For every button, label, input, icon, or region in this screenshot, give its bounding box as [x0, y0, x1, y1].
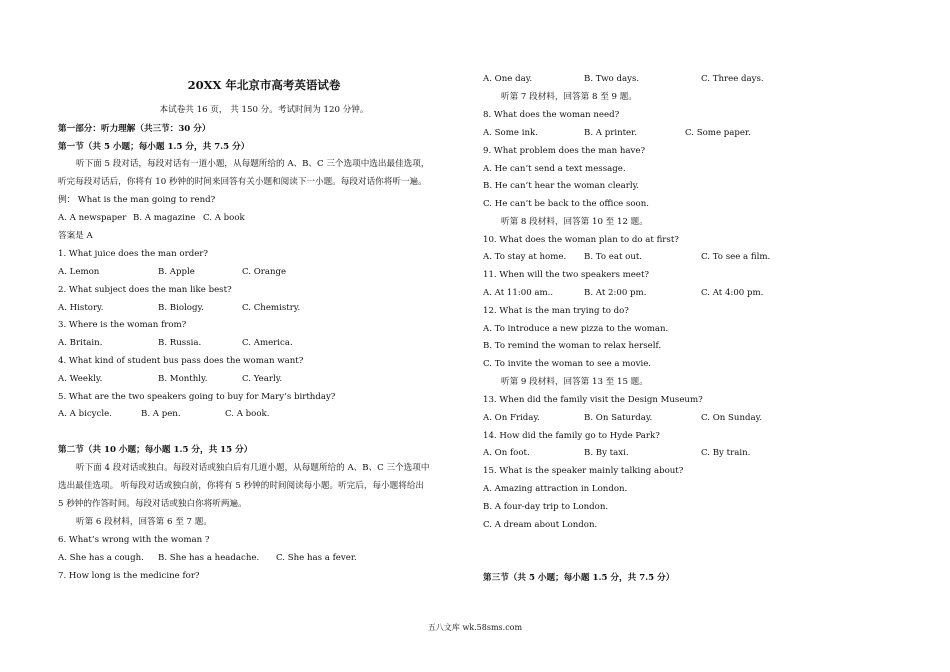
q6-option-b: B. She has a headache.: [158, 553, 260, 563]
q4-option-c: C. Yearly.: [242, 374, 283, 384]
q15-option-c: C. A dream about London.: [483, 520, 598, 530]
q6-option-a: A. She has a cough.: [58, 553, 144, 563]
example-option-c: C. A book: [203, 213, 245, 223]
question-15: 15. What is the speaker mainly talking about?: [483, 466, 684, 476]
page-footer: 五八文库 wk.58sms.com: [427, 623, 523, 632]
q7-option-b: B. Two days.: [584, 74, 640, 84]
q9-option-c: C. He can’t be back to the office soon.: [483, 199, 649, 209]
section1-heading: 第一节（共 5 小题；每小题 1.5 分，共 7.5 分）: [58, 142, 250, 152]
q14-option-c: C. By train.: [701, 448, 751, 458]
q7-option-a: A. One day.: [483, 74, 533, 84]
question-12: 12. What is the man trying to do?: [483, 306, 629, 316]
q4-option-b: B. Monthly.: [158, 374, 208, 384]
question-13: 13. When did the family visit the Design Museum?: [483, 395, 703, 405]
q1-option-c: C. Orange: [242, 267, 287, 277]
q1-option-a: A. Lemon: [58, 267, 100, 277]
part1-heading: 第一部分：听力理解（共三节：30 分）: [58, 124, 211, 134]
q8-option-a: A. Some ink.: [483, 128, 538, 138]
material7-note: 听第 7 段材料，回答第 8 至 9 题。: [501, 92, 637, 102]
example-answer: 答案是 A: [58, 231, 93, 241]
q12-option-c: C. To invite the woman to see a movie.: [483, 359, 652, 369]
q11-option-c: C. At 4:00 pm.: [701, 288, 764, 298]
q4-option-a: A. Weekly.: [58, 374, 103, 384]
section2-heading: 第二节（共 10 小题；每小题 1.5 分，共 15 分）: [58, 445, 253, 455]
question-5: 5. What are the two speakers going to buy for Mary’s birthday?: [58, 392, 336, 402]
q6-option-c: C. She has a fever.: [276, 553, 357, 563]
section1-instructions-line1: 听下面 5 段对话，每段对话有一道小题，从每题所给的 A、B、C 三个选项中选出最佳选项，: [76, 159, 430, 169]
q14-option-b: B. By taxi.: [584, 448, 629, 458]
q5-option-c: C. A book.: [225, 409, 270, 419]
q3-option-c: C. America.: [242, 338, 293, 348]
question-9: 9. What problem does the man have?: [483, 146, 646, 156]
question-1: 1. What juice does the man order?: [58, 249, 209, 259]
q2-option-a: A. History.: [58, 303, 104, 313]
question-8: 8. What does the woman need?: [483, 110, 620, 120]
q13-option-b: B. On Saturday.: [584, 413, 653, 423]
question-14: 14. How did the family go to Hyde Park?: [483, 431, 660, 441]
example-option-b: B. A magazine: [133, 213, 196, 223]
material9-note: 听第 9 段材料，回答第 13 至 15 题。: [501, 377, 648, 387]
section1-instructions-line2: 听完每段对话后，你将有 10 秒钟的时间来回答有关小题和阅读下一小题。每段对话你将听一遍。: [58, 177, 427, 187]
section2-instructions-line3: 5 秒钟的作答时间。每段对话或独白你将听两遍。: [58, 499, 247, 509]
question-6: 6. What’s wrong with the woman ?: [58, 535, 210, 545]
question-11: 11. When will the two speakers meet?: [483, 270, 650, 280]
q3-option-b: B. Russia.: [158, 338, 202, 348]
q5-option-b: B. A pen.: [141, 409, 181, 419]
q12-option-b: B. To remind the woman to relax herself.: [483, 341, 662, 351]
q13-option-c: C. On Sunday.: [701, 413, 763, 423]
q7-option-c: C. Three days.: [701, 74, 764, 84]
question-7: 7. How long is the medicine for?: [58, 571, 200, 581]
q10-option-a: A. To stay at home.: [483, 252, 567, 262]
q1-option-b: B. Apple: [158, 267, 195, 277]
question-3: 3. Where is the woman from?: [58, 320, 187, 330]
exam-title: 20XX 年北京市高考英语试卷: [187, 78, 341, 92]
material6-note: 听第 6 段材料，回答第 6 至 7 题。: [76, 517, 212, 527]
question-2: 2. What subject does the man like best?: [58, 285, 232, 295]
q15-option-b: B. A four-day trip to London.: [483, 502, 609, 512]
q10-option-b: B. To eat out.: [584, 252, 643, 262]
q2-option-b: B. Biology.: [158, 303, 204, 313]
q9-option-b: B. He can’t hear the woman clearly.: [483, 181, 640, 191]
exam-subtitle: 本试卷共 16 页， 共 150 分。考试时间为 120 分钟。: [159, 105, 369, 115]
q2-option-c: C. Chemistry.: [242, 303, 301, 313]
q10-option-c: C. To see a film.: [701, 252, 771, 262]
question-4: 4. What kind of student bus pass does the woman want?: [58, 356, 304, 366]
q15-option-a: A. Amazing attraction in London.: [483, 484, 628, 494]
section3-heading: 第三节（共 5 小题；每小题 1.5 分，共 7.5 分）: [483, 573, 675, 583]
material8-note: 听第 8 段材料，回答第 10 至 12 题。: [501, 217, 648, 227]
example-option-a: A. A newspaper: [58, 213, 127, 223]
section2-instructions-line1: 听下面 4 段对话或独白。每段对话或独白后有几道小题，从每题所给的 A、B、C 三个选项中: [76, 463, 430, 473]
q3-option-a: A. Britain.: [58, 338, 103, 348]
example-question: 例： What is the man going to rend?: [58, 195, 216, 205]
q11-option-a: A. At 11:00 am..: [483, 288, 554, 298]
q14-option-a: A. On foot.: [483, 448, 530, 458]
q13-option-a: A. On Friday.: [483, 413, 540, 423]
q5-option-a: A. A bicycle.: [58, 409, 112, 419]
q8-option-c: C. Some paper.: [685, 128, 751, 138]
q8-option-b: B. A printer.: [584, 128, 638, 138]
q12-option-a: A. To introduce a new pizza to the woman.: [483, 324, 669, 334]
section2-instructions-line2: 选出最佳选项。 听每段对话或独白前，你将有 5 秒钟的时间阅读每小题。听完后，每小题将给出: [58, 481, 425, 491]
question-10: 10. What does the woman plan to do at first?: [483, 235, 679, 245]
q11-option-b: B. At 2:00 pm.: [584, 288, 647, 298]
q9-option-a: A. He can’t send a text message.: [483, 164, 626, 174]
